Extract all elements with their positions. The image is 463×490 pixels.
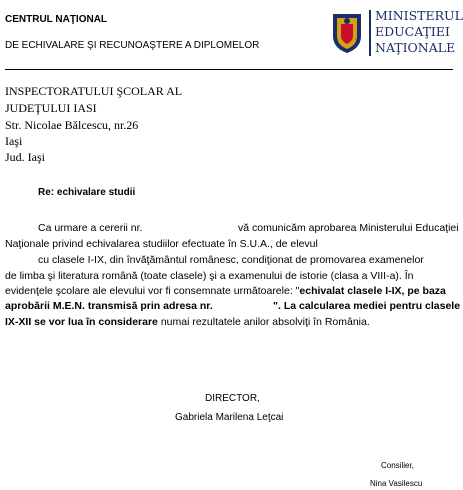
body-line4: de limba şi literatura română (toate clasele) şi a examenului de istorie (clasa a VIII-a). În	[5, 270, 414, 282]
ministry-name-line1: MINISTERUL	[375, 8, 463, 23]
recipient-line5: Jud. Iaşi	[5, 150, 45, 164]
body-line5b: echivalat clasele I-IX, pe baza	[299, 285, 446, 297]
body-line1b: vă comunicăm aprobarea Ministerului Educaţiei	[238, 222, 459, 234]
subject-line: Re: echivalare studii	[38, 187, 136, 198]
recipient-line4: Iaşi	[5, 134, 23, 148]
body-line7a: IX-XII se vor lua în considerare	[5, 316, 158, 328]
recipient-line1: INSPECTORATULUI ŞCOLAR AL	[5, 84, 183, 98]
coat-of-arms-icon	[329, 10, 365, 54]
body-line7b: numai rezultatele anilor absolviţi în România.	[157, 316, 370, 328]
body-line3: cu clasele I-IX, din învăţământul românesc, condiţionat de promovarea examenelor	[38, 254, 424, 266]
body-line6a: aprobării M.E.N. transmisă prin adresa nr.	[5, 300, 213, 312]
body-line5	[5, 285, 446, 297]
body-line6b: ". La calcularea mediei pentru clasele	[273, 300, 461, 312]
ministry-name-line3: NAŢIONALE	[375, 40, 456, 55]
org-name-line2: DE ECHIVALARE ŞI RECUNOAŞTERE A DIPLOMELOR	[5, 40, 260, 51]
recipient-line2: JUDEŢULUI IASI	[5, 101, 97, 115]
header-rule	[5, 69, 453, 70]
counselor-title: Consilier,	[381, 461, 414, 470]
director-name: Gabriela Marilena Leţcai	[175, 412, 284, 423]
director-title: DIRECTOR,	[205, 393, 260, 404]
ministry-name-line2: EDUCAŢIEI	[375, 24, 450, 39]
body-line2: Naţionale privind echivalarea studiilor efectuate în S.U.A., de elevul	[5, 238, 318, 250]
body-line5a: evidenţele şcolare ale elevului vor fi consemnate următoarele: "	[5, 285, 300, 297]
body-line6	[5, 300, 213, 312]
counselor-name: Nina Vasilescu	[370, 479, 423, 488]
recipient-line3: Str. Nicolae Bălcescu, nr.26	[5, 118, 139, 132]
body-line1a: Ca urmare a cererii nr.	[38, 222, 143, 234]
body-line6b-wrap	[273, 300, 460, 312]
ministry-logo	[329, 8, 463, 58]
body-line7	[5, 316, 370, 328]
logo-divider	[369, 10, 371, 56]
org-name-line1: CENTRUL NAŢIONAL	[5, 14, 108, 25]
